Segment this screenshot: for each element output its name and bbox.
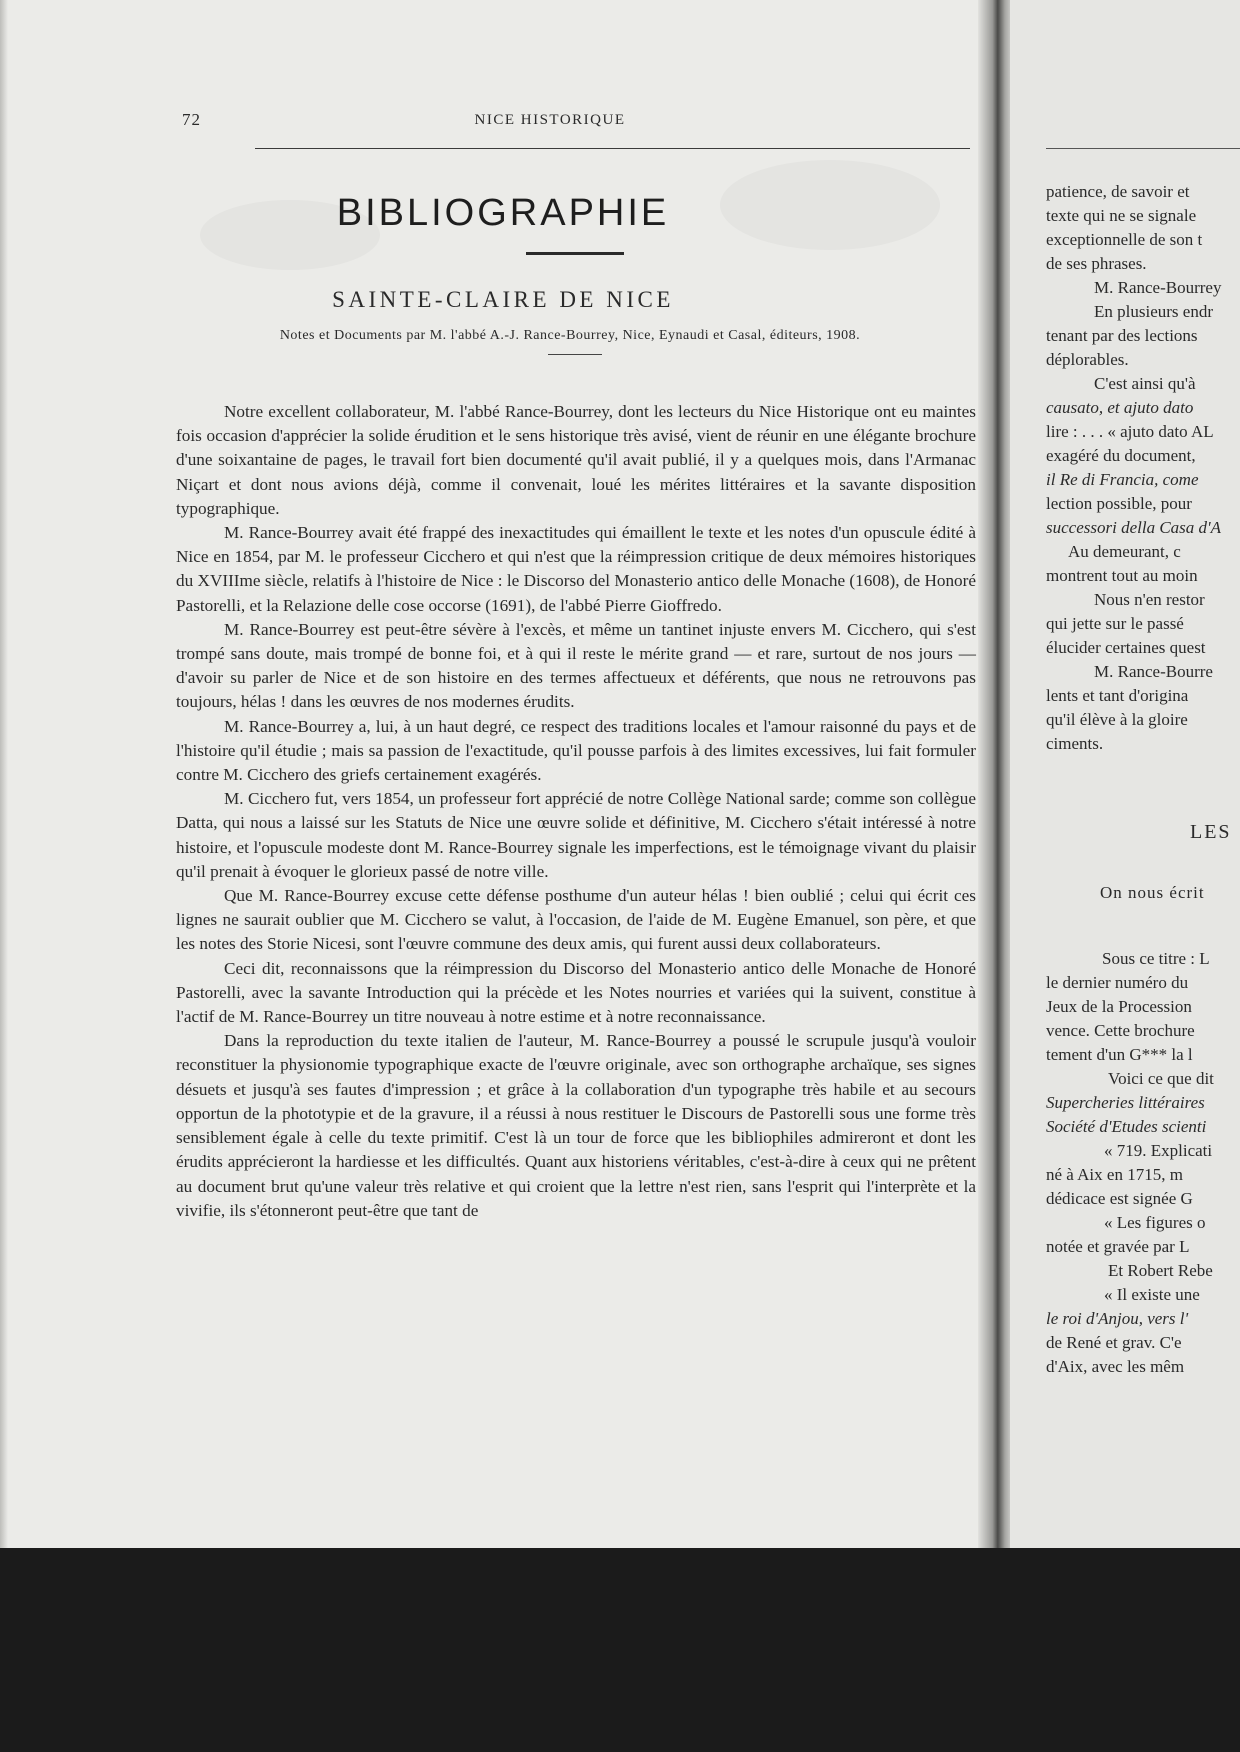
right-line: de René et grav. C'e	[1046, 1333, 1182, 1352]
paragraph: M. Cicchero fut, vers 1854, un professeur fort apprécié de notre Collège National sarde; comme son collègue Datta, qui nous a laissé sur les Statuts de Nice une œuvre solide et définitive, M. Cicchero s'était intéressé à notre histoire, et l'opuscule modeste dont M. Rance-Bourrey signale les imperfections, est le témoignage vivant du plaisir qu'il prenait à évoquer le glorieux passé de notre ville.	[176, 789, 976, 881]
article-body	[176, 400, 976, 1223]
right-header-rule	[1046, 148, 1240, 149]
title-underline	[526, 252, 624, 255]
page-number: 72	[182, 110, 201, 129]
paragraph: Ceci dit, reconnaissons que la réimpression du Discorso del Monasterio antico delle Monache de Honoré Pastorelli, avec la savante Introduction qui la précède et les Notes nourries et variées qui la suivent, constitue à l'actif de M. Rance-Bourrey un titre nouveau à notre estime et à notre reconnaissance.	[176, 958, 976, 1027]
right-line: C'est ainsi qu'à	[1094, 374, 1196, 393]
right-line: Au demeurant, c	[1068, 542, 1181, 561]
right-line: lire : . . . « ajuto dato AL	[1046, 422, 1214, 441]
right-line: Supercheries littéraires	[1046, 1093, 1205, 1112]
right-line: qui jette sur le passé	[1046, 614, 1184, 633]
paragraph: M. Rance-Bourrey est peut-être sévère à l'excès, et même un tantinet injuste envers M. Cicchero, qui s'est trompé sans doute, mais trompé de bonne foi, et à qui il reste le mérite grand — et rare, surtout de nos jours — d'avoir su parler de Nice et de son histoire en des termes affectueux et déférents, que nous ne retrouvons pas toujours, hélas ! dans les œuvres de nos modernes érudits.	[176, 619, 976, 712]
right-line: Nous n'en restor	[1094, 590, 1205, 609]
right-line: M. Rance-Bourre	[1094, 662, 1213, 681]
citation-rule	[548, 354, 602, 355]
paragraph: M. Rance-Bourrey avait été frappé des inexactitudes qui émaillent le texte et les notes d'un opuscule édité à Nice en 1854, par M. le professeur Cicchero et qui n'est que la réimpression critique de deux mémoires historiques du XVIIIme siècle, relatifs à l'histoire de Nice : le Discorso del Monasterio antico delle Monache (1608), de Honoré Pastorelli, et la Relazione delle cose occorse (1691), de l'abbé Pierre Gioffredo.	[176, 523, 976, 615]
right-line: déplorables.	[1046, 350, 1129, 369]
right-page-partial	[1010, 0, 1240, 1548]
right-line: le dernier numéro du	[1046, 973, 1189, 992]
right-line: dédicace est signée G	[1046, 1189, 1193, 1208]
right-line: Voici ce que dit	[1108, 1069, 1214, 1088]
paragraph: Que M. Rance-Bourrey excuse cette défense posthume d'un auteur hélas ! bien oublié ; celui qui écrit ces lignes ne saurait oublier que M. Cicchero se valut, à l'occasion, de l'aide de M. Eugène Emanuel, son père, et que les notes des Storie Nicesi, sont l'œuvre commune des deux amis, qui furent aussi deux collaborateurs.	[176, 886, 976, 954]
right-line: tement d'un G*** la l	[1046, 1045, 1193, 1064]
right-line: de ses phrases.	[1046, 254, 1147, 273]
right-line: notée et gravée par L	[1046, 1237, 1190, 1256]
running-head: NICE HISTORIQUE	[474, 112, 626, 128]
book-gutter	[978, 0, 1014, 1548]
right-line: patience, de savoir et	[1046, 182, 1190, 201]
right-line: exceptionnelle de son t	[1046, 230, 1203, 249]
right-line: élucider certaines quest	[1046, 638, 1206, 657]
paragraph: Notre excellent collaborateur, M. l'abbé Rance-Bourrey, dont les lecteurs du Nice Historique ont eu maintes fois occasion d'apprécier la solide érudition et le sens historique très avisé, vient de réunir en une élégante brochure d'une soixantaine de pages, le travail fort bien documenté qu'il avait publié, il y a quelques mois, dans l'Armanac Niçart et dont nous avions déjà, comme il convenait, loué les mérites littéraires et la savante disposition typographique.	[176, 402, 976, 518]
header-rule	[255, 148, 970, 149]
right-line: En plusieurs endr	[1094, 302, 1213, 321]
right-line: successori della Casa d'A	[1046, 518, 1222, 537]
right-section-heading: LES	[1190, 821, 1232, 843]
right-line: « Les figures o	[1104, 1213, 1206, 1232]
right-line: Sous ce titre : L	[1102, 949, 1210, 968]
right-line: Société d'Etudes scienti	[1046, 1117, 1207, 1136]
right-line: le roi d'Anjou, vers l'	[1046, 1309, 1189, 1328]
paragraph: M. Rance-Bourrey a, lui, à un haut degré, ce respect des traditions locales et l'amour raisonné du pays et de l'histoire qu'il étudie ; mais sa passion de l'exactitude, qu'il pousse parfois à des limites excessives, lui fait formuler contre M. Cicchero des griefs certainement exagérés.	[176, 716, 976, 785]
right-line: « 719. Explicati	[1104, 1141, 1213, 1160]
right-line: vence. Cette brochure	[1046, 1021, 1195, 1040]
right-line: lection possible, pour	[1046, 494, 1192, 513]
article-subtitle: SAINTE-CLAIRE DE NICE	[332, 287, 674, 312]
right-line: ciments.	[1046, 734, 1104, 753]
right-line: né à Aix en 1715, m	[1046, 1165, 1183, 1184]
right-line: texte qui ne se signale	[1046, 206, 1197, 225]
section-title: BIBLIOGRAPHIE	[336, 192, 670, 234]
right-line: tenant par des lections	[1046, 326, 1198, 345]
right-line: « Il existe une	[1104, 1285, 1200, 1304]
right-line: M. Rance-Bourrey	[1094, 278, 1222, 297]
source-citation: Notes et Documents par M. l'abbé A.-J. Rance-Bourrey, Nice, Eynaudi et Casal, éditeurs, 1908.	[279, 328, 861, 343]
right-line: d'Aix, avec les mêm	[1046, 1357, 1185, 1376]
right-line: qu'il élève à la gloire	[1046, 710, 1188, 729]
right-line: Jeux de la Procession	[1046, 997, 1192, 1016]
right-line: Et Robert Rebe	[1108, 1261, 1213, 1280]
right-line: lents et tant d'origina	[1046, 686, 1189, 705]
right-line: exagéré du document,	[1046, 446, 1196, 465]
right-line: causato, et ajuto dato	[1046, 398, 1194, 417]
right-line: montrent tout au moin	[1046, 566, 1198, 585]
page-header	[0, 110, 990, 134]
paragraph: Dans la reproduction du texte italien de l'auteur, M. Rance-Bourrey a poussé le scrupule jusqu'à vouloir reconstituer la physionomie typographique exacte de l'œuvre originale, avec son orthographe archaïque, ses signes désuets et jusqu'à ses fautes d'impression ; et grâce à la collaboration d'un typographe très habile et au secours opportun de la phototypie et de la gravure, il a réussi à nous restituer le Discours de Pastorelli sous une forme très sensiblement égale à celle du texte primitif. C'est là un tour de force que les bibliophiles admireront et dont les érudits apprécieront la hardiesse et les difficultés. Quant aux historiens véritables, c'est-à-dire à ceux qui ne prêtent au document brut qu'une valeur très relative et qui croient que la lettre n'est rien, sans l'esprit qui l'interprète et la vivifie, ils s'étonneront peut-être que tant de	[176, 1031, 976, 1220]
right-line: il Re di Francia, come	[1046, 470, 1199, 489]
right-line: On nous écrit	[1100, 883, 1205, 902]
